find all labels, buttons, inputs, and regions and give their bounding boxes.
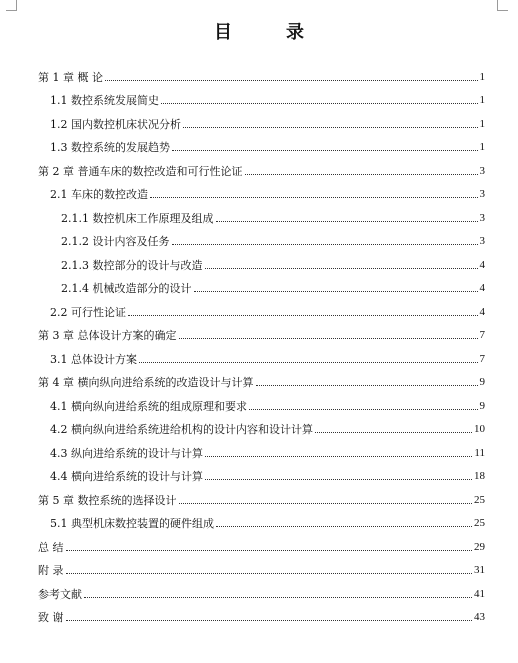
toc-entry-page-number: 3 (479, 235, 485, 247)
toc-entry-label: 4.3 纵向进给系统的设计与计算 (50, 446, 203, 460)
toc-dot-leader (66, 572, 473, 574)
toc-entry[interactable] (38, 554, 485, 578)
page-corner-mark-left (6, 0, 17, 11)
toc-entry-label: 参考文献 (38, 587, 82, 601)
toc-entry-label: 致 谢 (38, 611, 64, 624)
toc-dot-leader (66, 549, 473, 551)
toc-dot-leader (161, 102, 478, 104)
toc-dot-leader (179, 502, 473, 504)
toc-entry-page-number: 11 (474, 446, 485, 459)
toc-entry-page-number: 18 (474, 470, 485, 482)
toc-dot-leader (194, 290, 478, 292)
toc-entry-label: 第 5 章 数控系统的选择设计 (38, 493, 177, 507)
toc-entry[interactable] (38, 107, 485, 131)
toc-entry-page-number: 3 (479, 188, 485, 200)
toc-entry-page-number: 4 (479, 305, 485, 318)
toc-entry[interactable] (38, 507, 485, 531)
toc-dot-leader (179, 337, 478, 339)
toc-entry[interactable] (38, 483, 485, 507)
toc-entry[interactable] (38, 178, 485, 202)
table-of-contents (38, 60, 485, 624)
toc-dot-leader (172, 149, 478, 151)
toc-entry[interactable] (38, 342, 485, 366)
toc-entry-label: 第 1 章 概 论 (38, 70, 103, 84)
toc-dot-leader (139, 361, 478, 363)
toc-entry[interactable] (38, 154, 485, 178)
toc-entry[interactable] (38, 225, 485, 249)
toc-entry[interactable] (38, 577, 485, 601)
toc-dot-leader (205, 455, 472, 457)
toc-entry[interactable] (38, 389, 485, 413)
toc-entry[interactable] (38, 60, 485, 84)
toc-entry-label: 第 3 章 总体设计方案的确定 (38, 329, 177, 342)
toc-entry-page-number: 1 (479, 117, 485, 130)
toc-entry-label: 4.4 横向进给系统的设计与计算 (50, 470, 203, 483)
toc-entry-label: 2.1.3 数控部分的设计与改造 (61, 258, 203, 272)
toc-dot-leader (249, 408, 478, 410)
toc-entry-page-number: 9 (479, 376, 485, 388)
toc-dot-leader (205, 267, 478, 269)
toc-dot-leader (66, 619, 473, 621)
toc-entry[interactable] (38, 84, 485, 108)
toc-entry-label: 5.1 典型机床数控装置的硬件组成 (50, 517, 214, 530)
toc-dot-leader (183, 126, 478, 128)
toc-title: 目 录 (214, 22, 322, 43)
toc-dot-leader (128, 314, 478, 316)
toc-entry-page-number: 1 (479, 141, 485, 153)
toc-entry-page-number: 7 (479, 352, 485, 365)
toc-entry-label: 第 2 章 普通车床的数控改造和可行性论证 (38, 164, 243, 178)
toc-entry-page-number: 7 (479, 329, 485, 341)
toc-entry-page-number: 29 (474, 540, 485, 553)
toc-entry-page-number: 31 (474, 564, 485, 576)
toc-dot-leader (216, 525, 472, 527)
toc-entry[interactable] (38, 601, 485, 625)
page-corner-mark-right (497, 0, 508, 11)
toc-entry-page-number: 43 (474, 611, 485, 623)
toc-entry-label: 1.1 数控系统发展简史 (50, 94, 159, 107)
toc-entry[interactable] (38, 201, 485, 225)
toc-entry[interactable] (38, 366, 485, 390)
toc-entry-page-number: 3 (479, 164, 485, 177)
toc-entry-label: 1.3 数控系统的发展趋势 (50, 141, 170, 154)
toc-entry-label: 4.1 横向纵向进给系统的组成原理和要求 (50, 399, 247, 413)
toc-entry-label: 2.2 可行性论证 (50, 305, 126, 319)
toc-dot-leader (245, 173, 478, 175)
toc-entry-label: 2.1.4 机械改造部分的设计 (61, 282, 192, 295)
toc-dot-leader (150, 196, 478, 198)
toc-dot-leader (172, 243, 478, 245)
toc-entry-label: 3.1 总体设计方案 (50, 352, 137, 366)
toc-entry[interactable] (38, 272, 485, 296)
toc-entry-page-number: 10 (474, 423, 485, 435)
toc-entry[interactable] (38, 319, 485, 343)
toc-entry-label: 4.2 横向纵向进给系统进给机构的设计内容和设计计算 (50, 423, 313, 436)
toc-entry-page-number: 9 (479, 399, 485, 412)
toc-entry-page-number: 1 (479, 70, 485, 83)
toc-entry-label: 总 结 (38, 540, 64, 554)
toc-entry-label: 第 4 章 横向纵向进给系统的改造设计与计算 (38, 376, 254, 389)
toc-dot-leader (216, 220, 478, 222)
toc-entry-label: 2.1 车床的数控改造 (50, 188, 148, 201)
toc-entry[interactable] (38, 436, 485, 460)
toc-entry-label: 附 录 (38, 564, 64, 577)
toc-entry-page-number: 4 (479, 258, 485, 271)
toc-dot-leader (256, 384, 478, 386)
toc-entry-page-number: 41 (474, 587, 485, 600)
toc-entry[interactable] (38, 413, 485, 437)
toc-entry-page-number: 25 (474, 493, 485, 506)
toc-entry[interactable] (38, 248, 485, 272)
toc-entry[interactable] (38, 530, 485, 554)
toc-entry-label: 1.2 国内数控机床状况分析 (50, 117, 181, 131)
toc-dot-leader (315, 431, 472, 433)
toc-entry-label: 2.1.1 数控机床工作原理及组成 (61, 211, 214, 225)
toc-entry-page-number: 4 (479, 282, 485, 294)
toc-dot-leader (105, 79, 478, 81)
toc-entry[interactable] (38, 131, 485, 155)
toc-entry-page-number: 1 (479, 94, 485, 106)
toc-entry-page-number: 3 (479, 211, 485, 224)
toc-dot-leader (205, 478, 472, 480)
toc-entry-label: 2.1.2 设计内容及任务 (61, 235, 170, 248)
toc-entry-page-number: 25 (474, 517, 485, 529)
toc-entry[interactable] (38, 460, 485, 484)
toc-dot-leader (84, 596, 472, 598)
toc-entry[interactable] (38, 295, 485, 319)
